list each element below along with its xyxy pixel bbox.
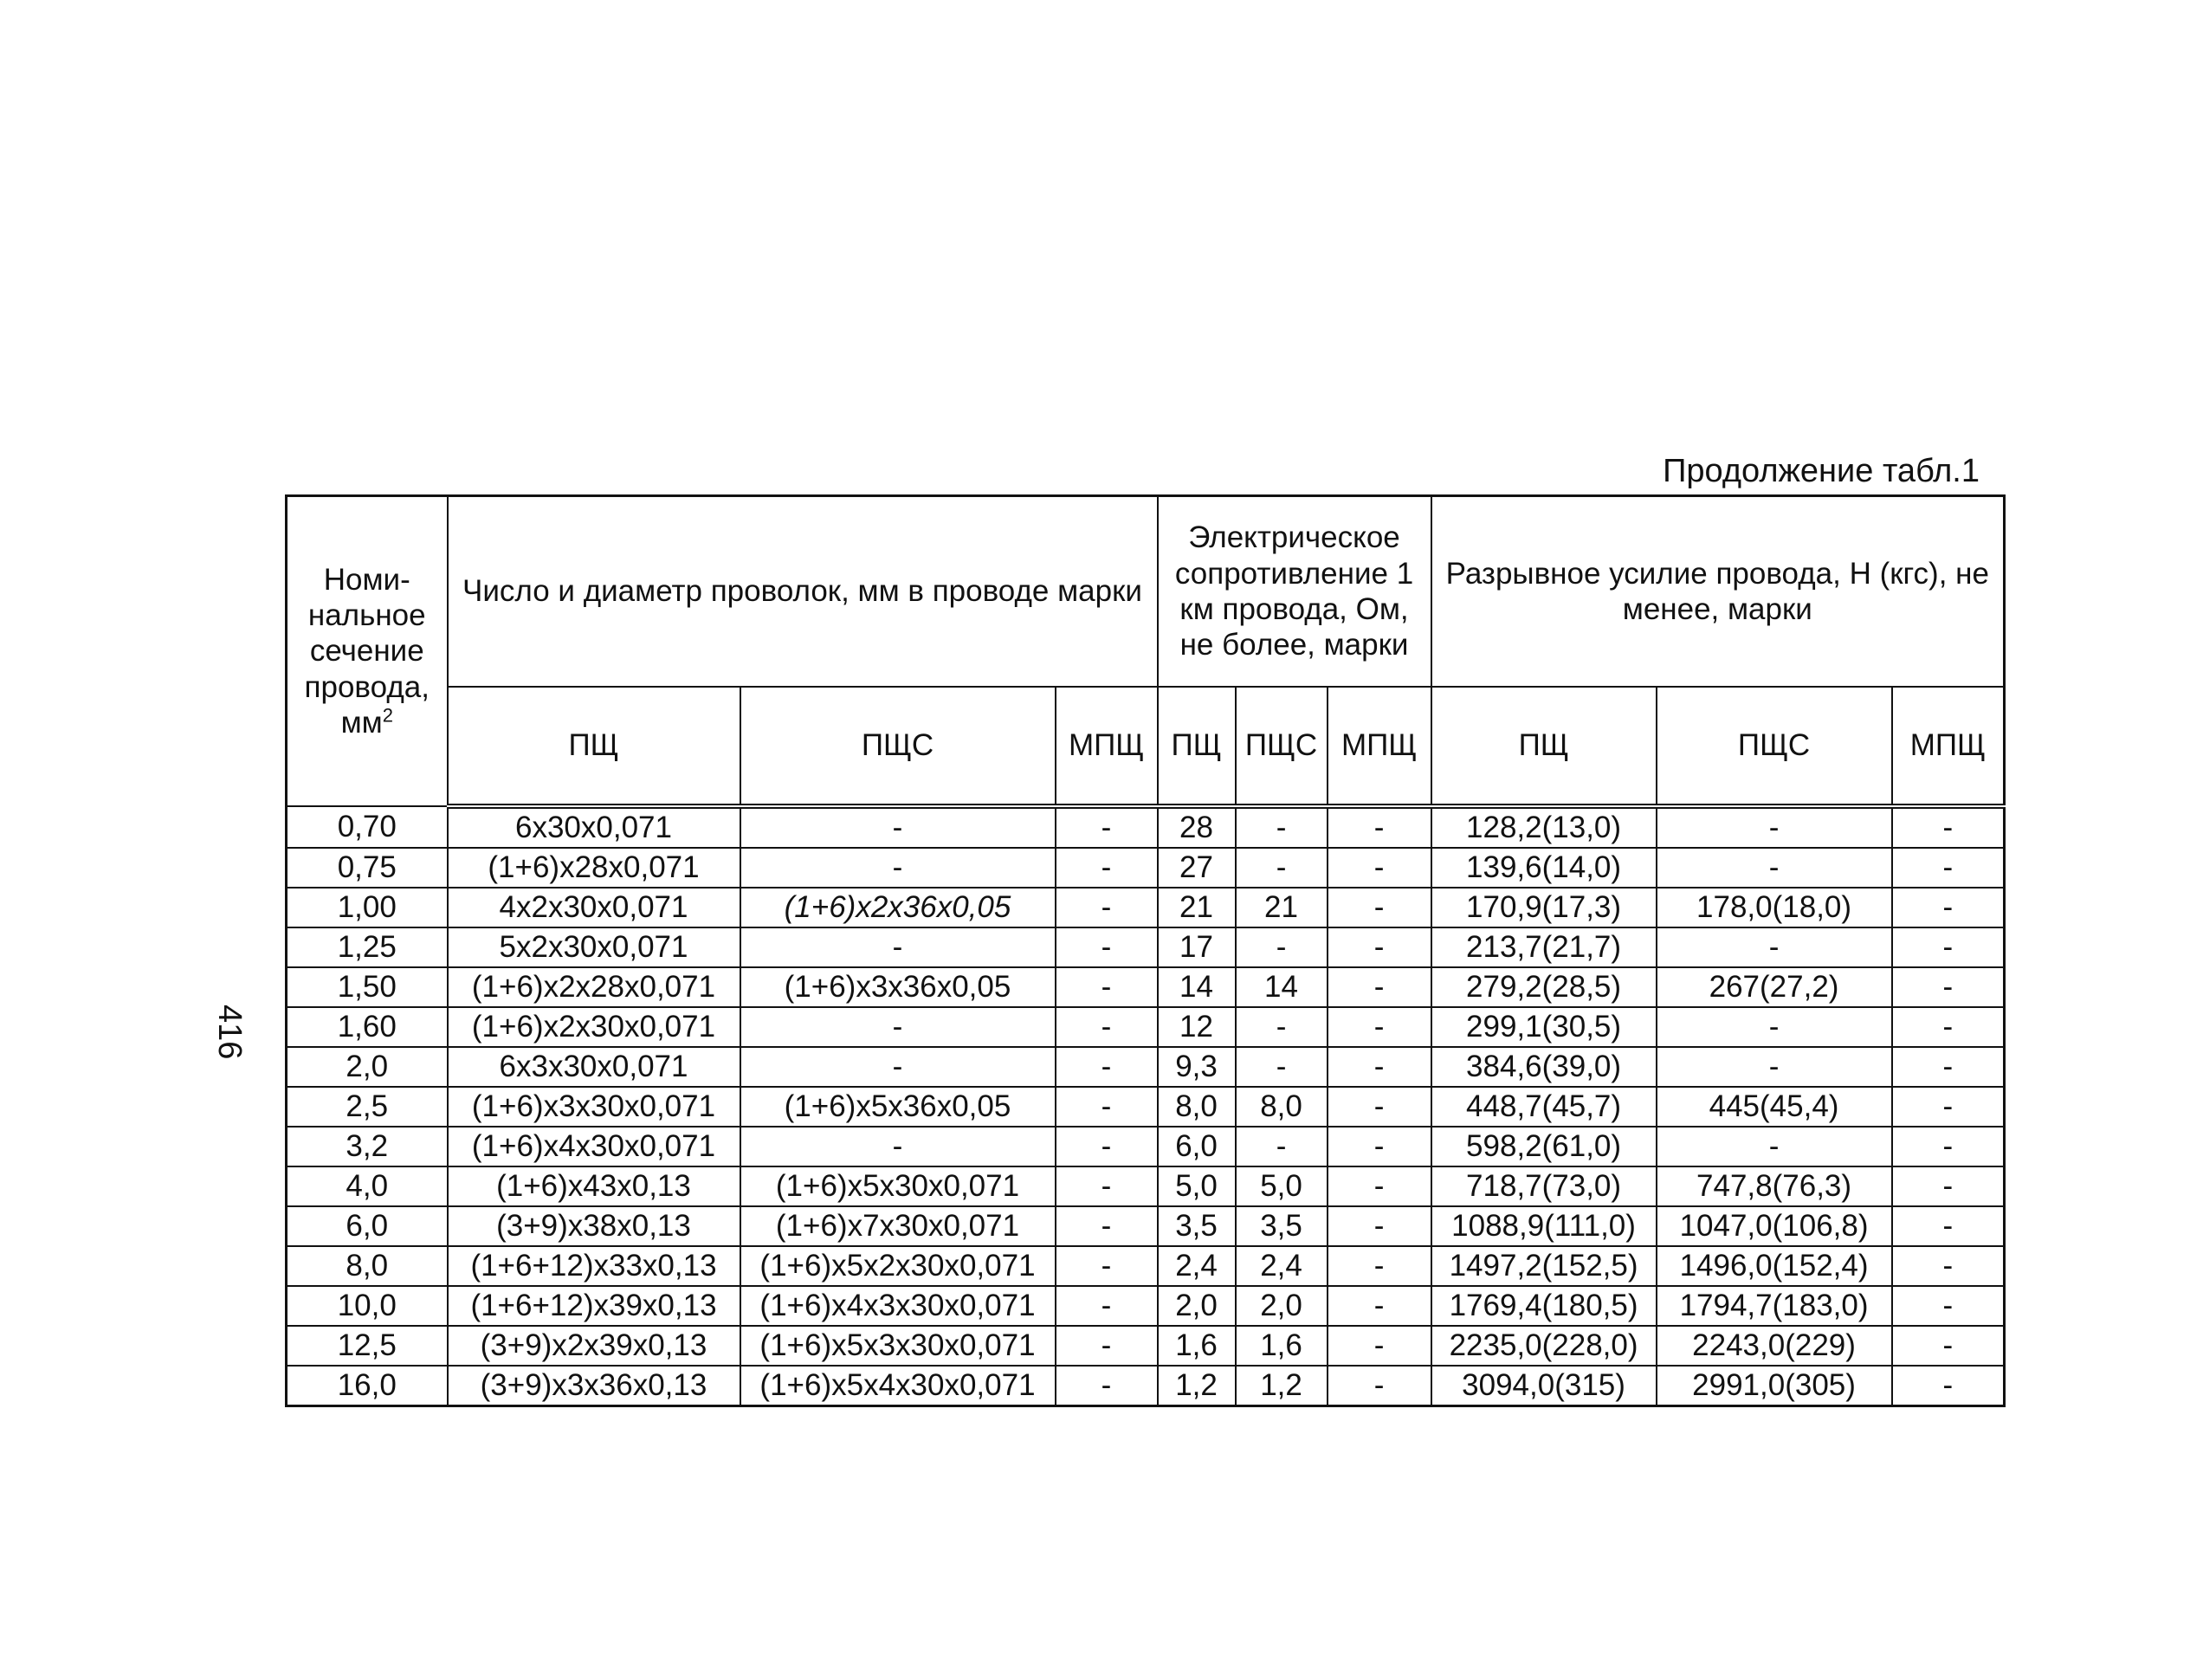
table-cell: 384,6(39,0) — [1431, 1047, 1657, 1087]
table-cell: 6x3x30x0,071 — [448, 1047, 740, 1087]
table-cell: - — [1657, 1127, 1892, 1166]
table-cell: - — [1892, 1087, 2005, 1127]
table-cell: (3+9)x2x39x0,13 — [448, 1326, 740, 1366]
table-cell: 1,6 — [1236, 1326, 1328, 1366]
table-cell: - — [1328, 1166, 1431, 1206]
table-cell: 747,8(76,3) — [1657, 1166, 1892, 1206]
table-cell: 1794,7(183,0) — [1657, 1286, 1892, 1326]
table-cell: - — [1328, 1286, 1431, 1326]
table-cell: (1+6+12)x39x0,13 — [448, 1286, 740, 1326]
table-row — [287, 1047, 2005, 1087]
table-cell: 4x2x30x0,071 — [448, 888, 740, 927]
table-cell: 21 — [1158, 888, 1236, 927]
table-cell: - — [1056, 1326, 1158, 1366]
brand-header: ПЩС — [1657, 687, 1892, 806]
table-cell: - — [1657, 1047, 1892, 1087]
table-cell: 279,2(28,5) — [1431, 967, 1657, 1007]
table-cell: - — [1892, 927, 2005, 967]
brand-header: МПЩ — [1056, 687, 1158, 806]
table-cell: - — [1056, 1087, 1158, 1127]
table-cell: 3,2 — [287, 1127, 448, 1166]
table-cell: 5x2x30x0,071 — [448, 927, 740, 967]
table-cell: - — [1328, 888, 1431, 927]
table-cell: 27 — [1158, 848, 1236, 888]
table-cell: 2,4 — [1158, 1246, 1236, 1286]
table-cell: 2235,0(228,0) — [1431, 1326, 1657, 1366]
table-cell: (1+6)x4x3x30x0,071 — [740, 1286, 1056, 1326]
table-cell: - — [1892, 1326, 2005, 1366]
table-cell: 718,7(73,0) — [1431, 1166, 1657, 1206]
table-cell: - — [1657, 927, 1892, 967]
wire-spec-table — [285, 494, 2006, 1407]
table-cell: (1+6)x5x2x30x0,071 — [740, 1246, 1056, 1286]
header-section-superscript: 2 — [382, 704, 393, 727]
table-cell: - — [1056, 967, 1158, 1007]
table-cell: - — [1056, 1206, 1158, 1246]
table-cell: - — [1056, 1286, 1158, 1326]
table-cell: - — [740, 806, 1056, 848]
table-cell: 1,25 — [287, 927, 448, 967]
table-cell: - — [1236, 1127, 1328, 1166]
header-resistance: Электрическое сопротивление 1 км провода, Ом, не более, марки — [1158, 496, 1431, 688]
table-cell: 1,60 — [287, 1007, 448, 1047]
table-row — [287, 1246, 2005, 1286]
table-caption: Продолжение табл.1 — [1663, 453, 1980, 489]
table-cell: 2,0 — [1236, 1286, 1328, 1326]
table-cell: 1,6 — [1158, 1326, 1236, 1366]
table-cell: - — [1056, 1366, 1158, 1406]
brand-header: ПЩ — [1431, 687, 1657, 806]
table-row — [287, 967, 2005, 1007]
table-cell: - — [1328, 1007, 1431, 1047]
table-row — [287, 927, 2005, 967]
table-cell: 8,0 — [287, 1246, 448, 1286]
table-cell: - — [740, 1127, 1056, 1166]
table-cell: 6,0 — [1158, 1127, 1236, 1166]
table-cell: (1+6)x4x30x0,071 — [448, 1127, 740, 1166]
table-cell: 2991,0(305) — [1657, 1366, 1892, 1406]
table-row — [287, 888, 2005, 927]
table-body — [287, 806, 2005, 1406]
table-cell: (3+9)x38x0,13 — [448, 1206, 740, 1246]
table-cell: 5,0 — [1236, 1166, 1328, 1206]
table-cell: - — [1236, 927, 1328, 967]
table-cell: 8,0 — [1158, 1087, 1236, 1127]
table-cell: - — [1328, 1087, 1431, 1127]
table-cell: 1088,9(111,0) — [1431, 1206, 1657, 1246]
table-cell: - — [1328, 1047, 1431, 1087]
table-cell: (3+9)x3x36x0,13 — [448, 1366, 740, 1406]
table-cell: 14 — [1158, 967, 1236, 1007]
table-row — [287, 1166, 2005, 1206]
table-cell: - — [740, 927, 1056, 967]
table-row — [287, 1007, 2005, 1047]
table-cell: 448,7(45,7) — [1431, 1087, 1657, 1127]
table-cell: 6x30x0,071 — [448, 806, 740, 848]
table-cell: - — [1056, 1127, 1158, 1166]
table-cell: 14 — [1236, 967, 1328, 1007]
table-cell: 139,6(14,0) — [1431, 848, 1657, 888]
table-cell: - — [1892, 1007, 2005, 1047]
table-cell: - — [1892, 1366, 2005, 1406]
table-cell: 9,3 — [1158, 1047, 1236, 1087]
table-cell: 1,2 — [1158, 1366, 1236, 1406]
table-cell: (1+6)x28x0,071 — [448, 848, 740, 888]
table-row — [287, 1286, 2005, 1326]
table-cell: - — [1657, 1007, 1892, 1047]
table-cell: (1+6)x5x4x30x0,071 — [740, 1366, 1056, 1406]
table-cell: 8,0 — [1236, 1087, 1328, 1127]
table-cell: - — [1892, 967, 2005, 1007]
table-cell: 4,0 — [287, 1166, 448, 1206]
header-wires: Число и диаметр проволок, мм в проводе марки — [448, 496, 1158, 688]
table-cell: - — [1328, 1366, 1431, 1406]
brand-header: ПЩ — [1158, 687, 1236, 806]
table-cell: (1+6+12)x33x0,13 — [448, 1246, 740, 1286]
table-cell: - — [1892, 1166, 2005, 1206]
table-cell: 1496,0(152,4) — [1657, 1246, 1892, 1286]
table-cell: - — [1657, 848, 1892, 888]
table-cell: 2,0 — [287, 1047, 448, 1087]
page-number: 416 — [211, 1005, 248, 1060]
table-cell: 1047,0(106,8) — [1657, 1206, 1892, 1246]
table-cell: (1+6)x5x3x30x0,071 — [740, 1326, 1056, 1366]
table-cell: (1+6)x5x36x0,05 — [740, 1087, 1056, 1127]
table-cell: 16,0 — [287, 1366, 448, 1406]
table-cell: (1+6)x2x36x0,05 — [740, 888, 1056, 927]
table-cell: - — [1328, 1246, 1431, 1286]
table-cell: - — [1892, 1127, 2005, 1166]
header-row — [287, 496, 2005, 688]
table-cell: - — [1328, 1206, 1431, 1246]
table-cell: - — [1056, 848, 1158, 888]
table-cell: 1,00 — [287, 888, 448, 927]
table-cell: - — [1892, 1286, 2005, 1326]
table-row — [287, 1366, 2005, 1406]
table-cell: (1+6)x3x36x0,05 — [740, 967, 1056, 1007]
table-cell: - — [1328, 1127, 1431, 1166]
table-cell: 213,7(21,7) — [1431, 927, 1657, 967]
table-cell: - — [1056, 927, 1158, 967]
table-cell: - — [1236, 806, 1328, 848]
table-cell: - — [1236, 848, 1328, 888]
table-cell: 5,0 — [1158, 1166, 1236, 1206]
table-cell: 0,70 — [287, 806, 448, 848]
header-section — [287, 496, 448, 807]
table-cell: 3,5 — [1236, 1206, 1328, 1246]
table-cell: - — [1056, 1246, 1158, 1286]
table-cell: (1+6)x2x30x0,071 — [448, 1007, 740, 1047]
header-section-label: Номи-нальное сечение провода, мм — [304, 562, 430, 740]
table-cell: 1497,2(152,5) — [1431, 1246, 1657, 1286]
table-row — [287, 1326, 2005, 1366]
brand-header-row — [287, 687, 2005, 806]
table-cell: - — [740, 1047, 1056, 1087]
table-cell: - — [1328, 806, 1431, 848]
table-cell: 2,0 — [1158, 1286, 1236, 1326]
brand-header: ПЩС — [1236, 687, 1328, 806]
table-cell: 0,75 — [287, 848, 448, 888]
table-row — [287, 1127, 2005, 1166]
table-cell: 12 — [1158, 1007, 1236, 1047]
table-cell: 21 — [1236, 888, 1328, 927]
table-cell: 3094,0(315) — [1431, 1366, 1657, 1406]
table-cell: - — [1056, 1047, 1158, 1087]
table-cell: 17 — [1158, 927, 1236, 967]
table-cell: - — [740, 848, 1056, 888]
table-cell: 2243,0(229) — [1657, 1326, 1892, 1366]
table-cell: - — [1892, 1206, 2005, 1246]
table-cell: - — [740, 1007, 1056, 1047]
table-row — [287, 848, 2005, 888]
table-cell: (1+6)x43x0,13 — [448, 1166, 740, 1206]
table-cell: 1,50 — [287, 967, 448, 1007]
brand-header: ПЩС — [740, 687, 1056, 806]
table-cell: 28 — [1158, 806, 1236, 848]
table-cell: - — [1657, 806, 1892, 848]
table-cell: - — [1328, 967, 1431, 1007]
table-cell: (1+6)x3x30x0,071 — [448, 1087, 740, 1127]
table-cell: 12,5 — [287, 1326, 448, 1366]
table-cell: - — [1056, 1007, 1158, 1047]
table-cell: - — [1236, 1007, 1328, 1047]
table-cell: 299,1(30,5) — [1431, 1007, 1657, 1047]
table-cell: 1,2 — [1236, 1366, 1328, 1406]
table-cell: 2,5 — [287, 1087, 448, 1127]
header-force: Разрывное усилие провода, Н (кгс), не менее, марки — [1431, 496, 2005, 688]
table-cell: - — [1056, 888, 1158, 927]
table-cell: 128,2(13,0) — [1431, 806, 1657, 848]
table-cell: - — [1892, 1246, 2005, 1286]
table-cell: - — [1056, 806, 1158, 848]
table-row — [287, 806, 2005, 848]
table-cell: 2,4 — [1236, 1246, 1328, 1286]
table-cell: 6,0 — [287, 1206, 448, 1246]
table-cell: (1+6)x2x28x0,071 — [448, 967, 740, 1007]
brand-header: ПЩ — [448, 687, 740, 806]
table-cell: - — [1328, 848, 1431, 888]
table-cell: 3,5 — [1158, 1206, 1236, 1246]
table-cell: 267(27,2) — [1657, 967, 1892, 1007]
table-cell: 10,0 — [287, 1286, 448, 1326]
table-cell: - — [1236, 1047, 1328, 1087]
table-cell: - — [1056, 1166, 1158, 1206]
table-cell: - — [1892, 888, 2005, 927]
table-cell: - — [1328, 1326, 1431, 1366]
table-cell: 598,2(61,0) — [1431, 1127, 1657, 1166]
table-cell: (1+6)x5x30x0,071 — [740, 1166, 1056, 1206]
table-row — [287, 1087, 2005, 1127]
brand-header: МПЩ — [1892, 687, 2005, 806]
table-row — [287, 1206, 2005, 1246]
table-cell: - — [1892, 806, 2005, 848]
table-cell: - — [1892, 1047, 2005, 1087]
table-cell: 1769,4(180,5) — [1431, 1286, 1657, 1326]
table-cell: 170,9(17,3) — [1431, 888, 1657, 927]
table-cell: - — [1328, 927, 1431, 967]
table-cell: (1+6)x7x30x0,071 — [740, 1206, 1056, 1246]
table-cell: 445(45,4) — [1657, 1087, 1892, 1127]
brand-header: МПЩ — [1328, 687, 1431, 806]
table-cell: - — [1892, 848, 2005, 888]
table-cell: 178,0(18,0) — [1657, 888, 1892, 927]
